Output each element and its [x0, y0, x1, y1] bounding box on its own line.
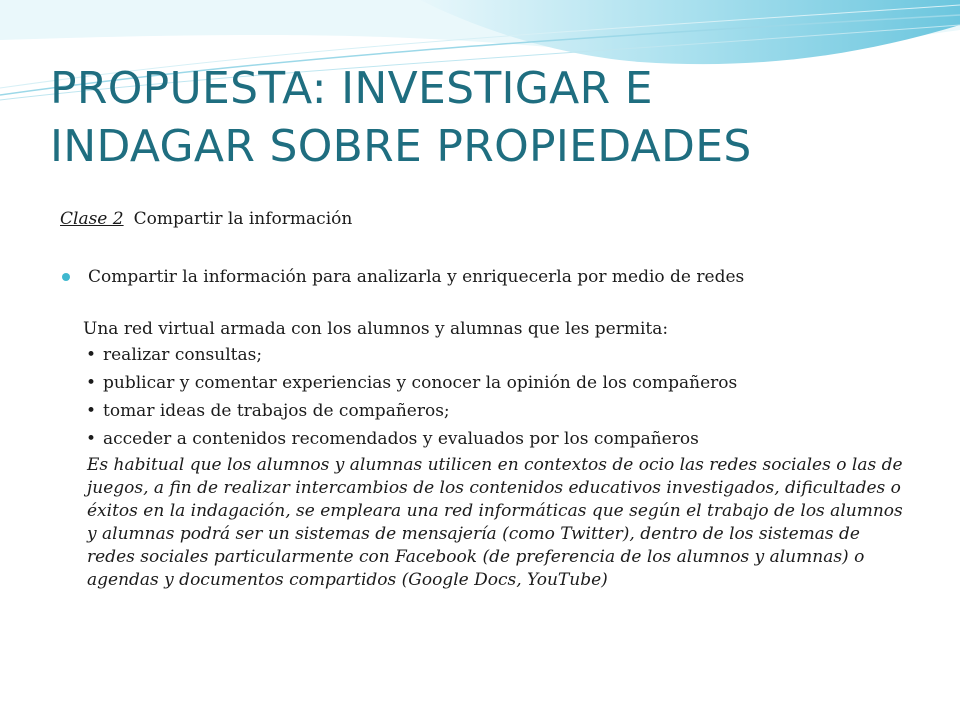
- sub-bullet-text: publicar y comentar experiencias y conocer la opinión de los compañeros: [103, 373, 738, 393]
- clase-text: Compartir la información: [133, 209, 353, 229]
- sub-bullet-text: tomar ideas de trabajos de compañeros;: [103, 401, 450, 421]
- clase-heading: [60, 206, 920, 232]
- sub-bullet-item: [86, 398, 920, 426]
- slide-title: [50, 60, 930, 176]
- sub-bullet-item: [86, 342, 920, 370]
- sub-bullet-dot-icon: •: [86, 345, 97, 365]
- sub-bullet-item: [86, 426, 920, 454]
- main-bullet: [60, 264, 920, 290]
- slide-content: [60, 206, 920, 592]
- sub-bullet-text: realizar consultas;: [103, 345, 263, 365]
- sub-bullet-text: acceder a contenidos recomendados y evaluados por los compañeros: [103, 429, 699, 449]
- sub-bullet-dot-icon: •: [86, 401, 97, 421]
- clase-label: Clase 2: [60, 209, 124, 229]
- intro-text: Una red virtual armada con los alumnos y alumnas que les permita:: [83, 319, 669, 339]
- sub-bullet-dot-icon: •: [86, 373, 97, 393]
- main-bullet-text: Compartir la información para analizarla y enriquecerla por medio de redes: [88, 267, 745, 287]
- bullet-dot-icon: [62, 273, 70, 281]
- sub-bullet-list: [60, 342, 920, 454]
- sub-bullet-dot-icon: •: [86, 429, 97, 449]
- slide-title-line-1: PROPUESTA: INVESTIGAR E: [50, 63, 653, 114]
- slide-title-line-2: INDAGAR SOBRE PROPIEDADES: [50, 121, 752, 172]
- sub-bullet-item: [86, 370, 920, 398]
- italic-paragraph: Es habitual que los alumnos y alumnas utilicen en contextos de ocio las redes sociales o las de juegos, a fin de realizar intercambios de los contenidos educativos investigados, dificultades o éxitos en la indagación, se empleara una red informáticas que según el trabajo de los alumnos y alumnas podrá ser un sistemas de mensajería (como Twitter), dentro de los sistemas de redes sociales particularmente con Facebook (de preferencia de los alumnos y alumnas) o agendas y documentos compartidos (Google Docs, YouTube): [87, 455, 903, 590]
